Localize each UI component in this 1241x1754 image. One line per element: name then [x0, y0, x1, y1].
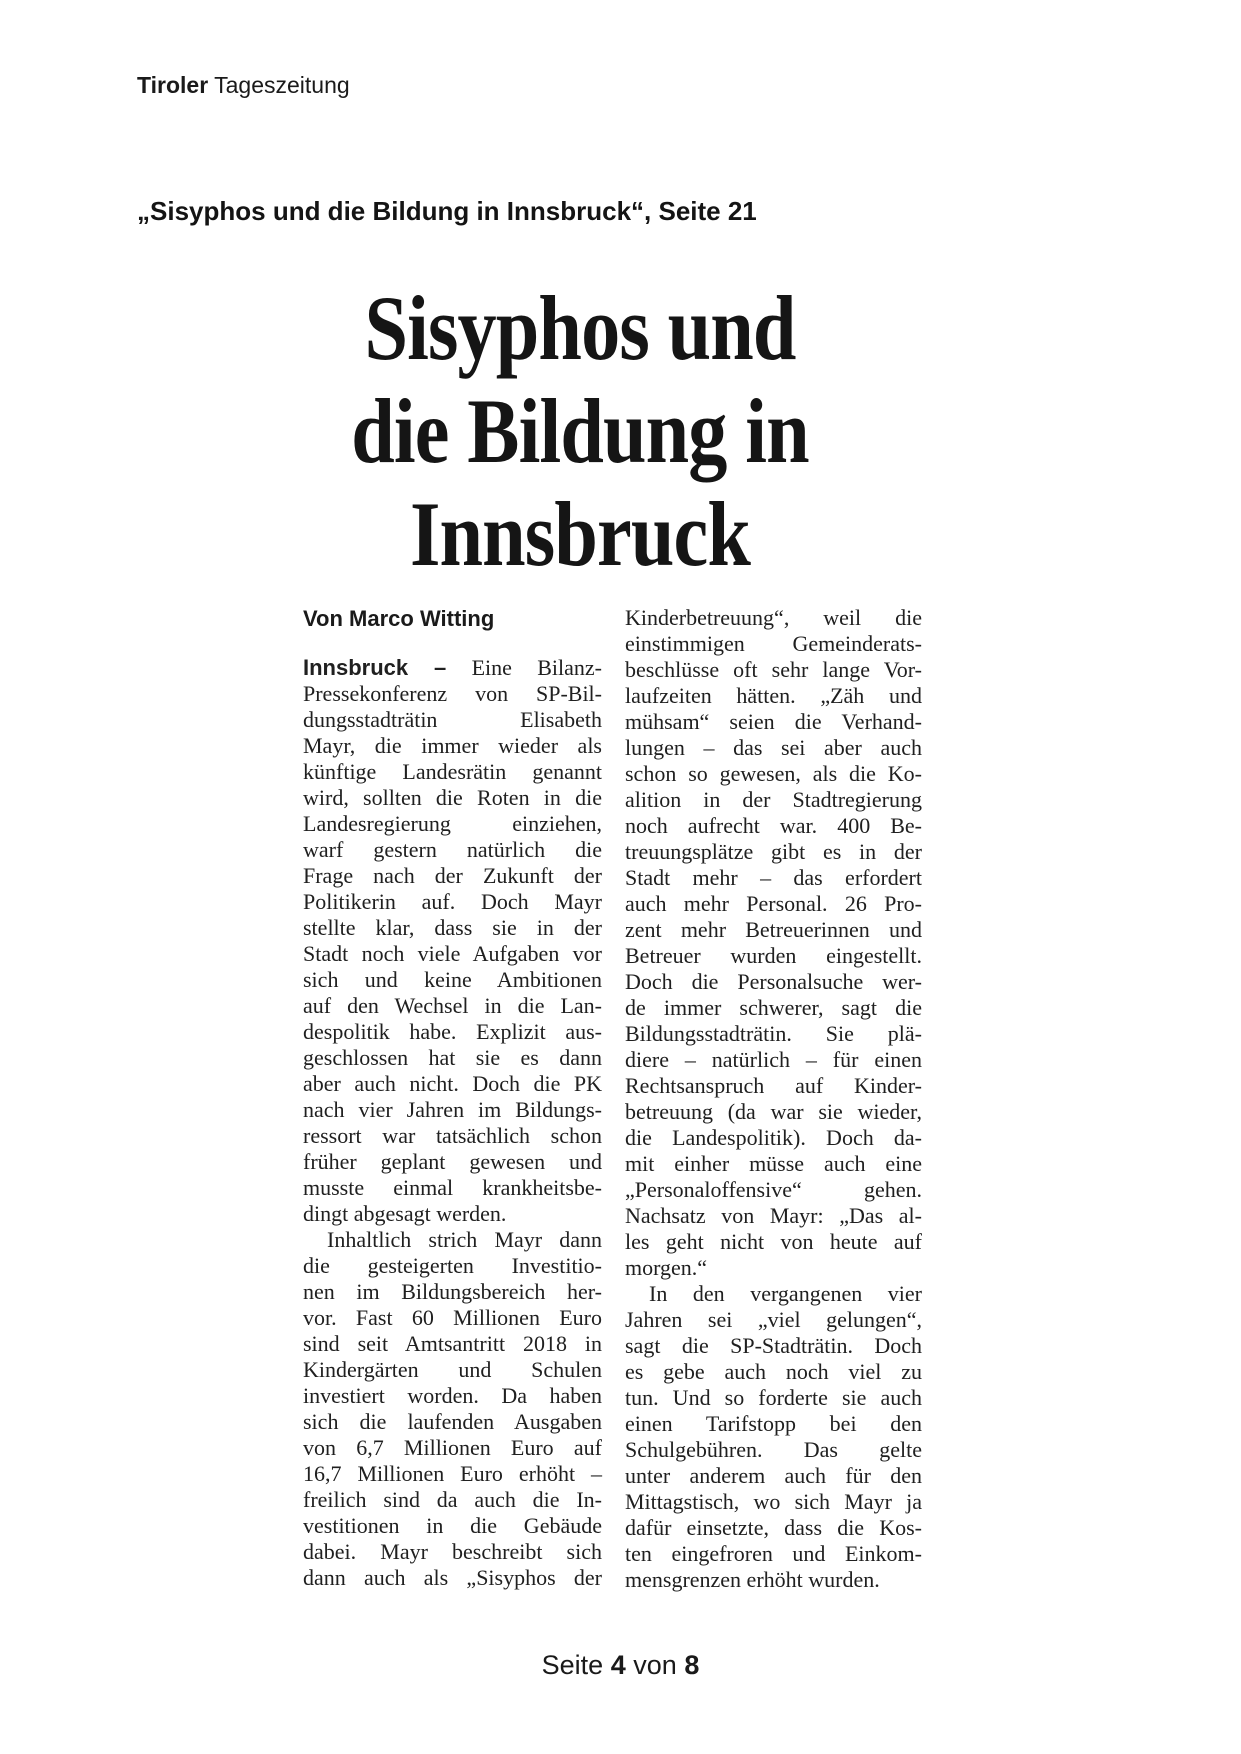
- text-line: sagt die SP-Stadträtin. Doch: [625, 1333, 922, 1358]
- text-line: auch mehr Personal. 26 Pro-: [625, 891, 922, 916]
- page-indicator-total: 8: [684, 1650, 700, 1680]
- text-line: Nachsatz von Mayr: „Das al-: [625, 1203, 922, 1228]
- reference-line: „Sisyphos und die Bildung in Innsbruck“, Seite 21: [137, 196, 757, 226]
- text-line: Mayr, die immer wieder als: [303, 733, 602, 758]
- text-line: geschlossen hat sie es dann: [303, 1045, 602, 1070]
- text-line: aber auch nicht. Doch die PK: [303, 1071, 602, 1096]
- text-line: einstimmigen Gemeinderats-: [625, 631, 922, 656]
- text-line: mühsam“ seien die Verhand-: [625, 709, 922, 734]
- text-line: Innsbruck – Eine Bilanz-: [303, 655, 602, 680]
- page-indicator-separator: von: [633, 1650, 677, 1680]
- page-indicator-prefix: Seite: [541, 1650, 604, 1680]
- text-line: Rechtsanspruch auf Kinder-: [625, 1073, 922, 1098]
- text-line: zent mehr Betreuerinnen und: [625, 917, 922, 942]
- text-line: „Personaloffensive“ gehen.: [625, 1177, 922, 1202]
- text-line: noch aufrecht war. 400 Be-: [625, 813, 922, 838]
- text-line: dingt abgesagt werden.: [303, 1201, 507, 1226]
- text-line: In den vergangenen vier: [649, 1281, 922, 1306]
- text-line: Landesregierung einziehen,: [303, 811, 602, 836]
- text-line: betreuung (da war sie wieder,: [625, 1099, 922, 1124]
- text-line: despolitik habe. Explizit aus-: [303, 1019, 602, 1044]
- text-line: einen Tarifstopp bei den: [625, 1411, 922, 1436]
- text-line: alition in der Stadtregierung: [625, 787, 922, 812]
- text-line: schon so gewesen, als die Ko-: [625, 761, 922, 786]
- headline-line-3: Innsbruck: [409, 483, 751, 585]
- text-line: die gesteigerten Investitio-: [303, 1253, 602, 1278]
- text-line: ressort war tatsächlich schon: [303, 1123, 602, 1148]
- masthead-brand-bold: Tiroler: [137, 72, 209, 98]
- text-line: les geht nicht von heute auf: [625, 1229, 922, 1254]
- text-line: Betreuer wurden eingestellt.: [625, 943, 922, 968]
- text-line: tun. Und so forderte sie auch: [625, 1385, 922, 1410]
- text-line: laufzeiten hätten. „Zäh und: [625, 683, 922, 708]
- text-line: musste einmal krankheitsbe-: [303, 1175, 602, 1200]
- text-line: Doch die Personalsuche wer-: [625, 969, 922, 994]
- text-line: vor. Fast 60 Millionen Euro: [303, 1305, 602, 1330]
- text-line: Pressekonferenz von SP-Bil-: [303, 681, 602, 706]
- text-line: Kindergärten und Schulen: [303, 1357, 602, 1382]
- text-line: Mittagstisch, wo sich Mayr ja: [625, 1489, 922, 1514]
- page-indicator: [0, 1649, 1241, 1681]
- text-line: dann auch als „Sisyphos der: [303, 1565, 602, 1590]
- text-line: unter anderem auch für den: [625, 1463, 922, 1488]
- text-line: wird, sollten die Roten in die: [303, 785, 602, 810]
- text-line: lungen – das sei aber auch: [625, 735, 922, 760]
- text-line: nen im Bildungsbereich her-: [303, 1279, 602, 1304]
- text-line: Jahren sei „viel gelungen“,: [625, 1307, 922, 1332]
- text-line: sind seit Amtsantritt 2018 in: [303, 1331, 602, 1356]
- text-line: nach vier Jahren im Bildungs-: [303, 1097, 602, 1122]
- text-line: Stadt noch viele Aufgaben vor: [303, 941, 602, 966]
- text-line: warf gestern natürlich die: [303, 837, 602, 862]
- text-line: Schulgebühren. Das gelte: [625, 1437, 922, 1462]
- article-headline: [338, 277, 823, 586]
- text-line: Stadt mehr – das erfordert: [625, 865, 922, 890]
- text-line: von 6,7 Millionen Euro auf: [303, 1435, 602, 1460]
- text-line: mensgrenzen erhöht wurden.: [625, 1567, 880, 1592]
- text-line: sich die laufenden Ausgaben: [303, 1409, 602, 1434]
- text-line: sich und keine Ambitionen: [303, 967, 602, 992]
- text-line: 16,7 Millionen Euro erhöht –: [303, 1461, 602, 1486]
- masthead-brand-regular: Tageszeitung: [208, 72, 350, 98]
- article-column-left: [303, 655, 602, 1591]
- text-line: Kinderbetreuung“, weil die: [625, 605, 922, 630]
- text-line: Bildungsstadträtin. Sie plä-: [625, 1021, 922, 1046]
- headline-line-1: Sisyphos und: [364, 277, 796, 379]
- text-line: früher geplant gewesen und: [303, 1149, 602, 1174]
- text-line: Inhaltlich strich Mayr dann: [327, 1227, 602, 1252]
- text-line: de immer schwerer, sagt die: [625, 995, 922, 1020]
- text-line: dabei. Mayr beschreibt sich: [303, 1539, 602, 1564]
- text-line: dafür einsetzte, dass die Kos-: [625, 1515, 922, 1540]
- text-line: stellte klar, dass sie in der: [303, 915, 602, 940]
- text-line: es gebe auch noch viel zu: [625, 1359, 922, 1384]
- page-indicator-current: 4: [610, 1650, 626, 1680]
- headline-line-2: die Bildung in: [351, 380, 809, 482]
- text-line: beschlüsse oft sehr lange Vor-: [625, 657, 922, 682]
- text-line: ten eingefroren und Einkom-: [625, 1541, 922, 1566]
- text-line: treuungsplätze gibt es in der: [625, 839, 922, 864]
- text-line: künftige Landesrätin genannt: [303, 759, 602, 784]
- masthead: [137, 71, 350, 99]
- text-line: mit einher müsse auch eine: [625, 1151, 922, 1176]
- text-line: Politikerin auf. Doch Mayr: [303, 889, 602, 914]
- text-line: die Landespolitik). Doch da-: [625, 1125, 922, 1150]
- article-column-right: [625, 605, 922, 1593]
- text-line: morgen.“: [625, 1255, 708, 1280]
- byline: Von Marco Witting: [303, 606, 495, 631]
- text-line: diere – natürlich – für einen: [625, 1047, 922, 1072]
- text-line: freilich sind da auch die In-: [303, 1487, 602, 1512]
- text-line: auf den Wechsel in die Lan-: [303, 993, 602, 1018]
- text-line: Frage nach der Zukunft der: [303, 863, 602, 888]
- text-line: investiert worden. Da haben: [303, 1383, 602, 1408]
- text-line: vestitionen in die Gebäude: [303, 1513, 602, 1538]
- location-lead: Innsbruck –: [303, 655, 447, 680]
- text-line: dungsstadträtin Elisabeth: [303, 707, 602, 732]
